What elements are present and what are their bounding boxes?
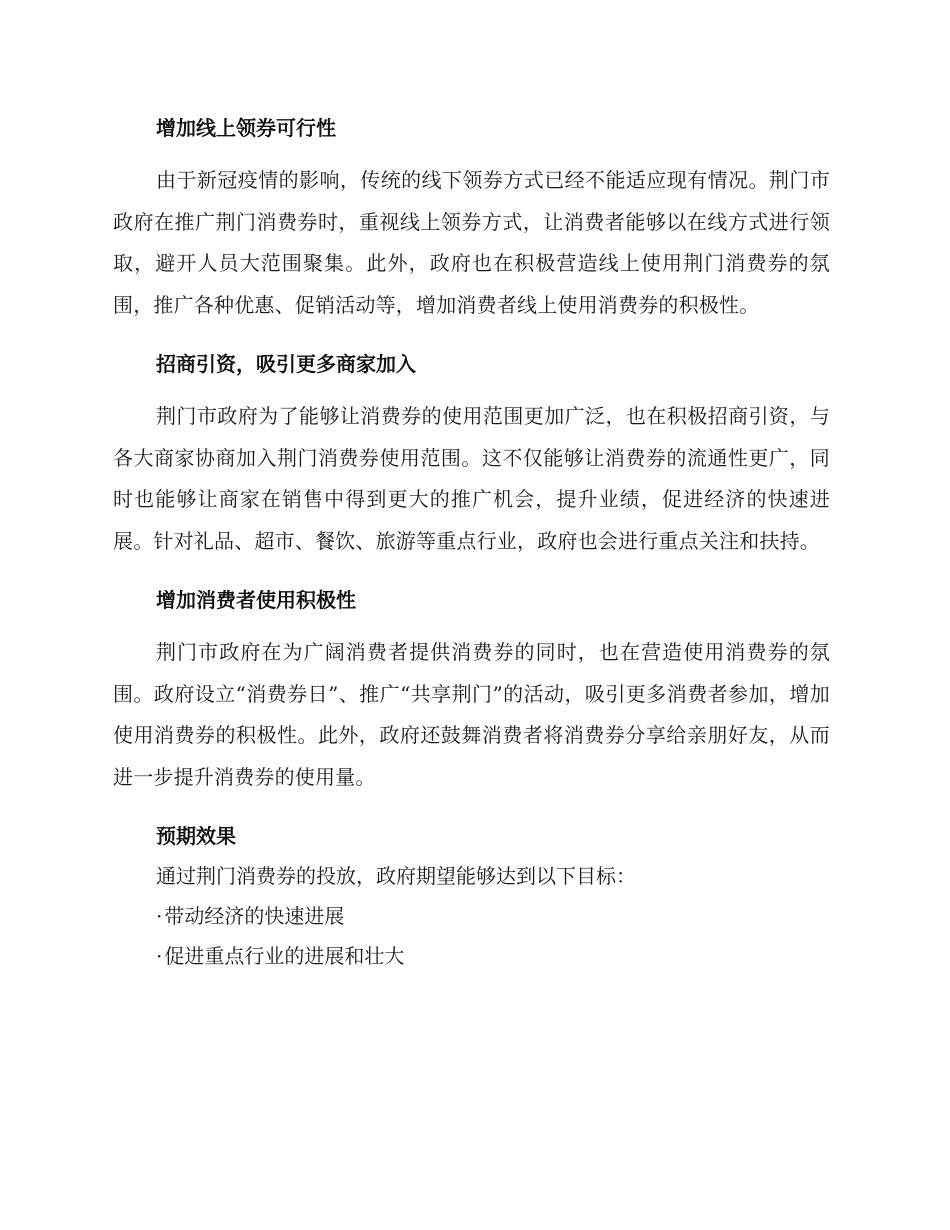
section-heading: 增加线上领券可行性 [156,116,336,140]
expected-effects-intro: 通过荆门消费券的投放，政府期望能够达到以下目标： [156,864,636,888]
list-item [113,896,830,936]
list-item-text: 促进重点行业的进展和壮大 [164,944,405,968]
expected-effects-heading: 预期效果 [156,824,236,848]
bullet-icon: · [156,944,163,968]
list-item-text: 带动经济的快速进展 [164,904,345,928]
section-heading: 增加消费者使用积极性 [156,588,356,612]
section-paragraph: 荆门市政府在为广阔消费者提供消费券的同时，也在营造使用消费券的氛围。政府设立“消费券日”、推广“共享荆门”的活动，吸引更多消费者参加，增加使用消费券的积极性。此外，政府还鼓舞消费者将消费券分享给亲朋好友，从而进一步提升消费券的使用量。 [113,640,830,789]
section-heading: 招商引资，吸引更多商家加入 [156,352,416,376]
list-item [113,936,830,976]
section-paragraph: 荆门市政府为了能够让消费券的使用范围更加广泛，也在积极招商引资，与各大商家协商加入荆门消费券使用范围。这不仅能够让消费券的流通性更广，同时也能够让商家在销售中得到更大的推广机会，提升业绩，促进经济的快速进展。针对礼品、超市、餐饮、旅游等重点行业，政府也会进行重点关注和扶持。 [113,404,830,553]
bullet-icon: · [156,904,163,928]
section-paragraph: 由于新冠疫情的影响，传统的线下领券方式已经不能适应现有情况。荆门市政府在推广荆门消费券时，重视线上领券方式，让消费者能够以在线方式进行领取，避开人员大范围聚集。此外，政府也在积极营造线上使用荆门消费券的氛围，推广各种优惠、促销活动等，增加消费者线上使用消费券的积极性。 [113,168,830,317]
document-page [113,108,830,976]
